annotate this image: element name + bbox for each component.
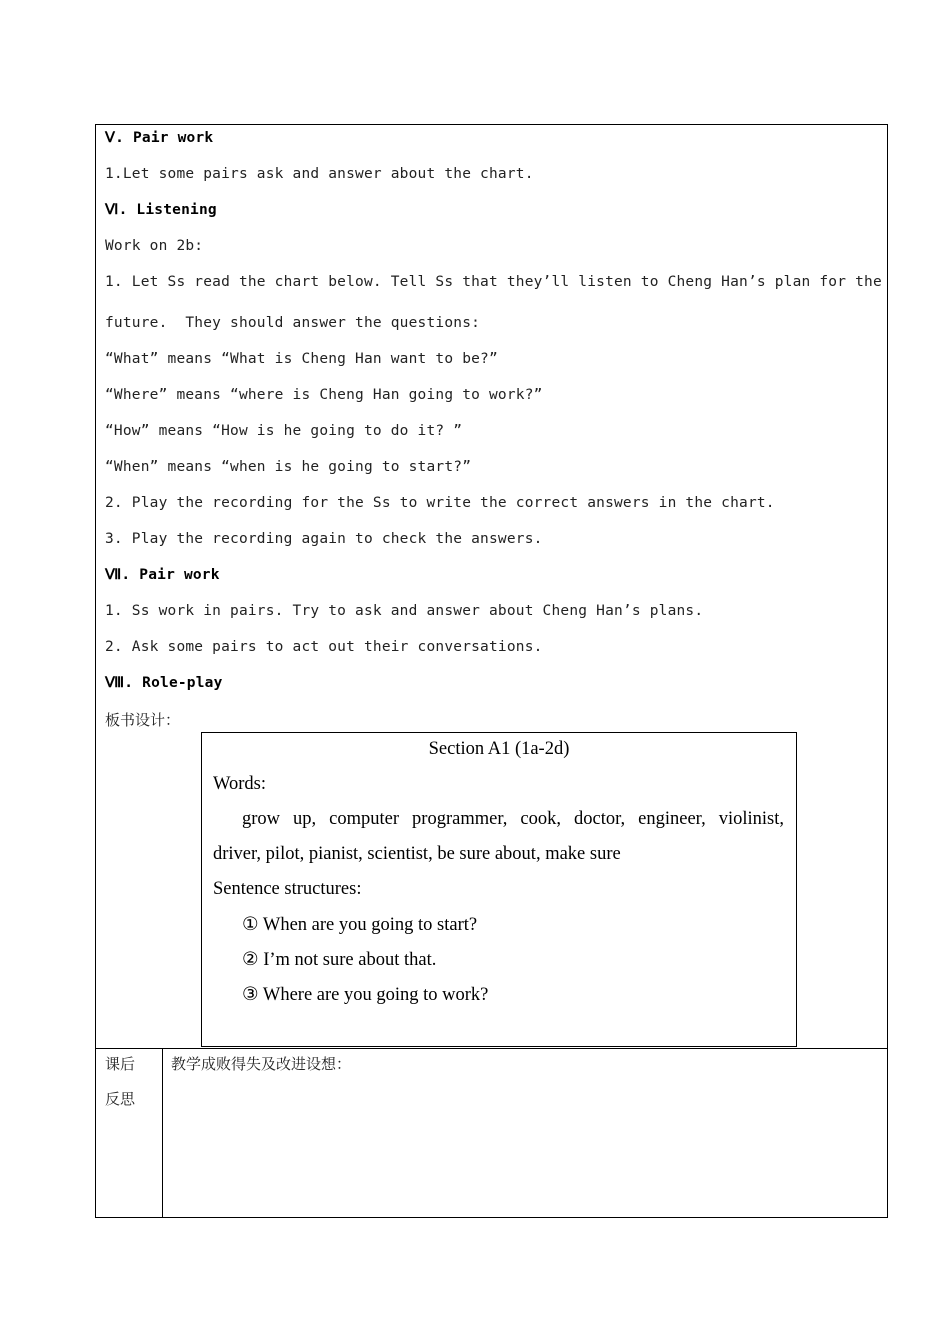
- listening-line-1: 1. Let Ss read the chart below. Tell Ss that they’ll listen to Cheng Han’s plan for the: [105, 274, 882, 290]
- reflection-content-label: 教学成败得失及改进设想：: [171, 1055, 352, 1073]
- reflection-label-line-1: 课后: [105, 1055, 136, 1073]
- table-column-divider: [162, 1048, 163, 1218]
- listening-line-3: “What” means “What is Cheng Han want to be?”: [105, 351, 498, 367]
- board-design-box: [201, 732, 797, 1047]
- board-design-label: 板书设计：: [105, 711, 181, 729]
- board-words-line-2: driver, pilot, pianist, scientist, be sure about, make sure: [213, 844, 621, 864]
- section-heading-pair-work-5: Ⅴ. Pair work: [105, 130, 214, 146]
- listening-line-8: 3. Play the recording again to check the answers.: [105, 531, 543, 547]
- section-heading-listening-6: Ⅵ. Listening: [105, 202, 217, 218]
- pair-work-7-line-2: 2. Ask some pairs to act out their conversations.: [105, 639, 543, 655]
- table-row-divider: [96, 1048, 887, 1049]
- board-words-label: Words:: [213, 774, 266, 794]
- board-structure-1: ① When are you going to start?: [242, 915, 478, 935]
- listening-intro: Work on 2b:: [105, 238, 204, 254]
- section-heading-pair-work-7: Ⅶ. Pair work: [105, 567, 220, 583]
- listening-line-2: future. They should answer the questions:: [105, 315, 481, 331]
- board-structure-3: ③ Where are you going to work?: [242, 985, 489, 1005]
- listening-line-5: “How” means “How is he going to do it? ”: [105, 423, 463, 439]
- board-title: Section A1 (1a-2d): [428, 739, 570, 759]
- reflection-label-line-2: 反思: [105, 1090, 136, 1108]
- listening-line-6: “When” means “when is he going to start?”: [105, 459, 472, 475]
- board-words-line-1: grow up, computer programmer, cook, doctor, engineer, violinist,: [242, 809, 784, 829]
- pair-work-7-line-1: 1. Ss work in pairs. Try to ask and answer about Cheng Han’s plans.: [105, 603, 704, 619]
- section-heading-role-play-8: Ⅷ. Role-play: [105, 675, 223, 691]
- board-structure-2: ② I’m not sure about that.: [242, 950, 437, 970]
- listening-line-7: 2. Play the recording for the Ss to write the correct answers in the chart.: [105, 495, 775, 511]
- listening-line-4: “Where” means “where is Cheng Han going to work?”: [105, 387, 543, 403]
- pair-work-5-line-1: 1.Let some pairs ask and answer about the chart.: [105, 166, 534, 182]
- lesson-plan-table: [95, 124, 888, 1218]
- board-structures-label: Sentence structures:: [213, 879, 362, 899]
